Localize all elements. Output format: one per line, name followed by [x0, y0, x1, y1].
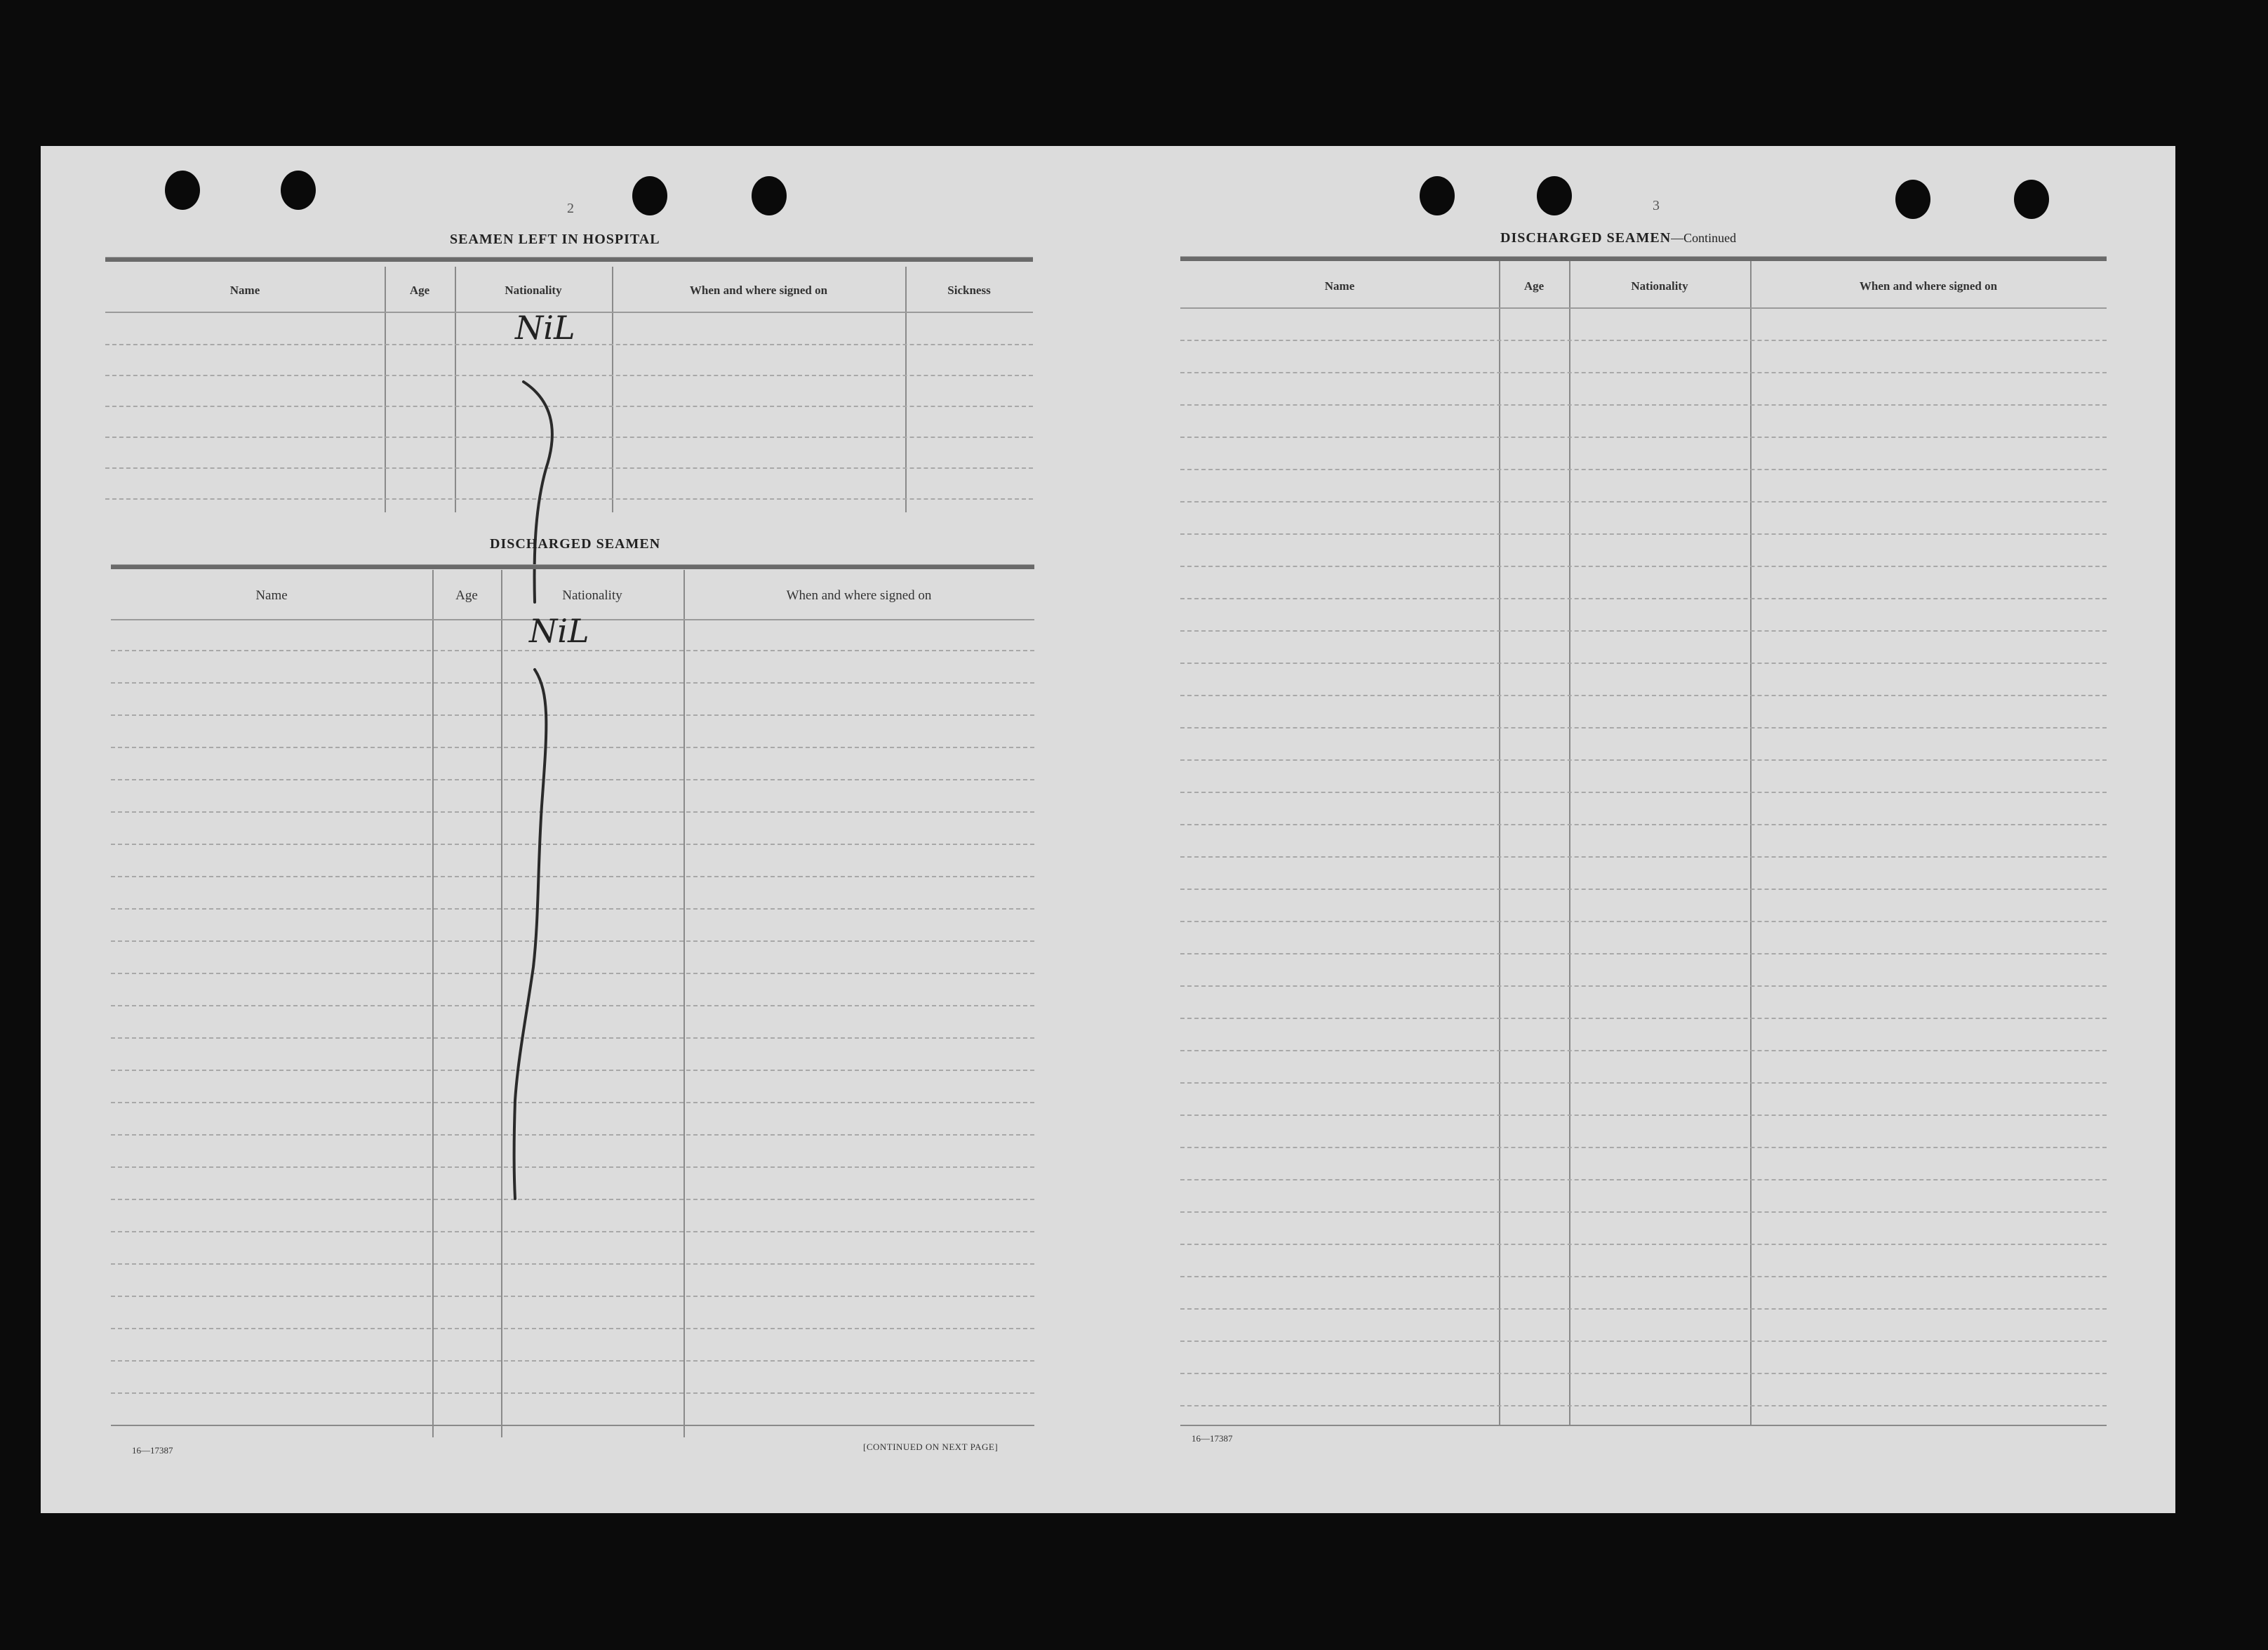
table-row — [1180, 1373, 2107, 1374]
table-row — [1180, 1082, 2107, 1084]
table-row — [111, 1328, 1034, 1329]
discharged-continued-title-text: DISCHARGED SEAMEN — [1500, 230, 1672, 246]
table-row — [111, 1360, 1034, 1362]
table-row — [1180, 469, 2107, 470]
table-row — [1180, 533, 2107, 535]
discharged-continued-title — [1500, 230, 1736, 246]
column-divider — [905, 267, 907, 512]
table-row — [105, 375, 1033, 376]
table-row — [111, 1037, 1034, 1039]
column-header-name: Name — [1324, 279, 1355, 293]
punch-hole — [1537, 176, 1572, 215]
column-divider — [432, 570, 434, 1437]
hospital-title-rule — [105, 257, 1033, 262]
table-row — [1180, 1425, 2107, 1426]
table-row — [1180, 1405, 2107, 1406]
table-row — [1180, 759, 2107, 761]
table-row — [1180, 566, 2107, 567]
table-row — [111, 1134, 1034, 1136]
table-row — [1180, 695, 2107, 696]
column-divider — [455, 267, 456, 512]
table-row — [111, 682, 1034, 684]
table-row — [1180, 1244, 2107, 1245]
column-header-signed-on: When and where signed on — [786, 588, 932, 603]
discharged-section-title: DISCHARGED SEAMEN — [490, 536, 661, 552]
table-row — [1180, 1050, 2107, 1051]
column-header-nationality: Nationality — [562, 588, 622, 603]
column-header-signed-on: When and where signed on — [689, 284, 828, 297]
column-header-age: Age — [455, 588, 478, 603]
column-divider — [612, 267, 613, 512]
table-row — [1180, 1179, 2107, 1180]
column-divider — [1499, 261, 1500, 1426]
table-row — [1180, 437, 2107, 438]
discharged-table — [111, 570, 1034, 1437]
table-row — [111, 908, 1034, 910]
table-row — [1180, 1276, 2107, 1277]
column-header-sickness: Sickness — [947, 284, 991, 297]
table-row — [111, 714, 1034, 716]
table-row — [1180, 953, 2107, 954]
table-row — [1180, 1308, 2107, 1310]
punch-hole — [281, 171, 316, 210]
table-row — [111, 811, 1034, 813]
punch-hole — [632, 176, 667, 215]
right-title-rule — [1180, 256, 2107, 261]
table-row — [111, 747, 1034, 748]
column-header-age: Age — [409, 284, 430, 297]
table-row — [1180, 404, 2107, 406]
header-underline — [1180, 307, 2107, 309]
table-row — [1180, 921, 2107, 922]
table-row — [111, 940, 1034, 942]
column-header-signed-on: When and where signed on — [1859, 279, 1998, 293]
table-row — [111, 650, 1034, 651]
column-divider — [683, 570, 685, 1437]
document-sheet — [41, 146, 2175, 1513]
punch-hole — [1895, 180, 1930, 219]
handwritten-bracket-discharged — [507, 665, 563, 1213]
table-row — [1180, 663, 2107, 664]
table-row — [1180, 372, 2107, 373]
table-row — [1180, 1340, 2107, 1342]
table-row — [1180, 727, 2107, 728]
column-header-name: Name — [229, 284, 260, 297]
table-row — [1180, 1115, 2107, 1116]
column-divider — [1569, 261, 1570, 1426]
table-row — [105, 467, 1033, 469]
table-row — [1180, 889, 2107, 890]
table-row — [111, 876, 1034, 877]
table-row — [1180, 1147, 2107, 1148]
page-number-left: 2 — [567, 201, 574, 216]
table-row — [105, 498, 1033, 500]
table-row — [1180, 501, 2107, 503]
hospital-table — [105, 267, 1033, 512]
table-row — [105, 406, 1033, 407]
column-header-nationality: Nationality — [505, 284, 562, 297]
table-row — [1180, 824, 2107, 825]
table-row — [111, 1070, 1034, 1071]
table-row — [111, 973, 1034, 974]
punch-hole — [165, 171, 200, 210]
table-row — [1180, 630, 2107, 632]
table-row — [1180, 1018, 2107, 1019]
table-row — [1180, 856, 2107, 858]
column-divider — [1750, 261, 1752, 1426]
discharged-title-rule — [111, 564, 1034, 569]
table-row — [111, 1005, 1034, 1006]
table-row — [1180, 1211, 2107, 1213]
continued-suffix: —Continued — [1671, 231, 1737, 245]
table-row — [111, 1102, 1034, 1103]
table-row — [111, 1296, 1034, 1297]
table-row — [111, 1263, 1034, 1265]
form-number-right: 16—17387 — [1192, 1433, 1233, 1444]
column-header-name: Name — [255, 588, 288, 603]
continued-note: [CONTINUED ON NEXT PAGE] — [863, 1442, 999, 1452]
hospital-section-title: SEAMEN LEFT IN HOSPITAL — [450, 232, 660, 247]
punch-hole — [2014, 180, 2049, 219]
table-row — [111, 1199, 1034, 1200]
table-row — [1180, 985, 2107, 987]
table-row — [105, 437, 1033, 438]
form-number-left: 16—17387 — [132, 1445, 173, 1456]
table-row — [111, 779, 1034, 780]
table-row — [111, 1231, 1034, 1232]
table-row — [111, 844, 1034, 845]
punch-hole — [752, 176, 787, 215]
column-divider — [501, 570, 502, 1437]
column-header-nationality: Nationality — [1631, 279, 1688, 293]
column-divider — [385, 267, 386, 512]
table-row — [1180, 792, 2107, 793]
page-number-right: 3 — [1653, 198, 1660, 213]
table-row — [111, 1425, 1034, 1426]
column-header-age: Age — [1523, 279, 1545, 293]
handwritten-nil-discharged: NiL — [529, 612, 589, 650]
table-row — [1180, 340, 2107, 341]
table-row — [111, 1392, 1034, 1394]
punch-hole — [1420, 176, 1455, 215]
handwritten-nil-hospital: NiL — [515, 309, 575, 347]
table-row — [1180, 598, 2107, 599]
table-row — [111, 1166, 1034, 1168]
discharged-continued-table — [1180, 261, 2107, 1426]
